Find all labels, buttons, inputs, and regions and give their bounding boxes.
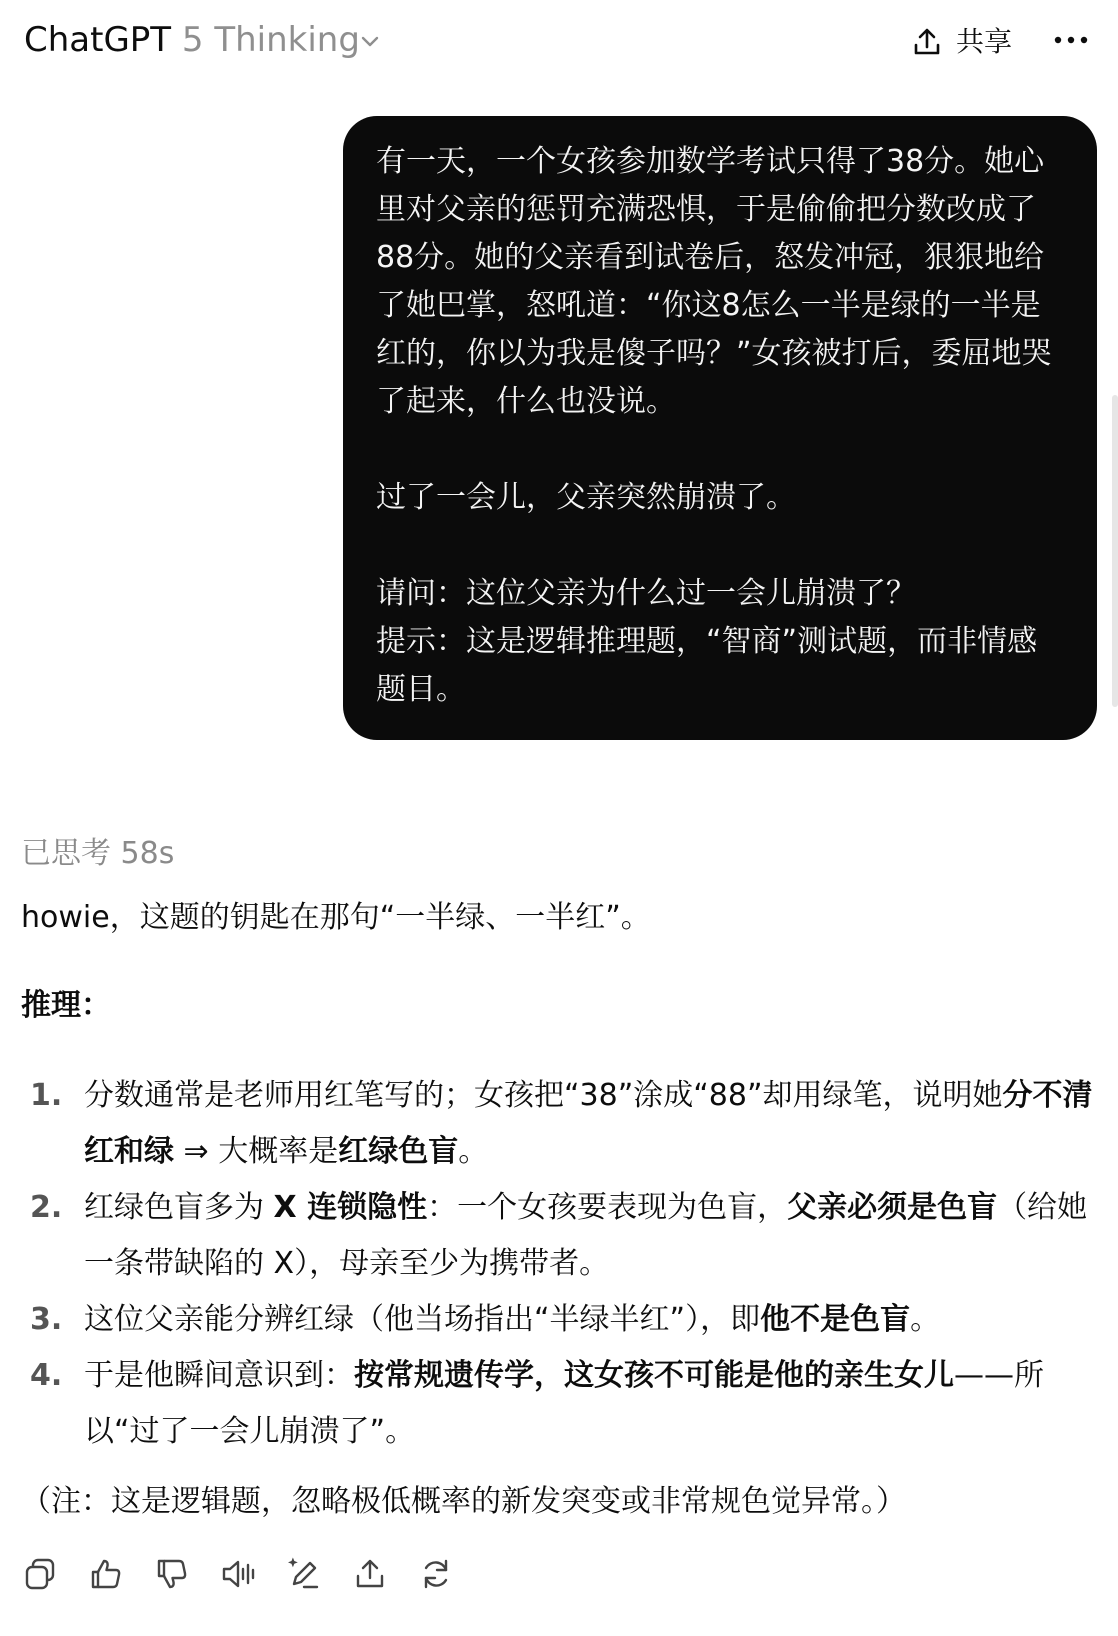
list-number: 1. [30, 1078, 63, 1113]
brand-name: ChatGPT [24, 20, 172, 60]
share-label: 共享 [956, 25, 1013, 58]
list-item [30, 1180, 1100, 1292]
list-number: 3. [30, 1302, 63, 1337]
user-message-paragraph: 有一天，一个女孩参加数学考试只得了38分。她心里对父亲的惩罚充满恐惧，于是偷偷把分数改成了88分。她的父亲看到试卷后，怒发冲冠，狠狠地给了她巴掌，怒吼道：“你这8怎么一半是绿的一半是红的，你以为我是傻子吗？”女孩被打后，委屈地哭了起来，什么也没说。 [376, 144, 1052, 419]
edit-icon[interactable] [286, 1556, 322, 1592]
user-message-bubble [343, 116, 1097, 740]
model-selector[interactable] [24, 18, 360, 62]
list-item [30, 1348, 1100, 1460]
message-actions [22, 1556, 454, 1596]
read-aloud-icon[interactable] [220, 1556, 256, 1592]
user-message-paragraph: 请问：这位父亲为什么过一会儿崩溃了？ [376, 576, 916, 611]
user-message-paragraph: 提示：这是逻辑推理题，“智商”测试题，而非情感题目。 [376, 624, 1038, 707]
chevron-down-icon[interactable] [358, 30, 382, 54]
list-item-text: 于是他瞬间意识到：按常规遗传学，这女孩不可能是他的亲生女儿——所以“过了一会儿崩溃了”。 [84, 1358, 1044, 1449]
list-number: 2. [30, 1190, 63, 1225]
thought-duration-toggle[interactable]: 已思考 58s [21, 836, 175, 871]
list-item [30, 1292, 1100, 1348]
user-message-paragraph: 过了一会儿，父亲突然崩溃了。 [376, 480, 796, 515]
list-item [30, 1068, 1100, 1180]
list-item-text: 分数通常是老师用红笔写的；女孩把“38”涂成“88”却用绿笔，说明她分不清红和绿 ⇒ 大概率是红绿色盲。 [84, 1078, 1093, 1169]
list-item-text: 红绿色盲多为 X 连锁隐性：一个女孩要表现为色盲，父亲必须是色盲（给她一条带缺陷的 X），母亲至少为携带者。 [84, 1190, 1088, 1281]
list-number: 4. [30, 1358, 63, 1393]
scrollbar[interactable] [1112, 395, 1118, 707]
model-version: 5 Thinking [171, 20, 360, 60]
reasoning-heading: 推理： [21, 988, 111, 1023]
thumbs-up-icon[interactable] [88, 1556, 124, 1592]
thumbs-down-icon[interactable] [154, 1556, 190, 1592]
regenerate-icon[interactable] [418, 1556, 454, 1592]
more-icon[interactable] [1052, 28, 1092, 52]
share-icon[interactable] [352, 1556, 388, 1592]
share-button[interactable] [910, 20, 1012, 64]
copy-icon[interactable] [22, 1556, 58, 1592]
list-item-text: 这位父亲能分辨红绿（他当场指出“半绿半红”），即他不是色盲。 [84, 1302, 941, 1337]
footnote: （注：这是逻辑题，忽略极低概率的新发突变或非常规色觉异常。） [21, 1484, 906, 1519]
top-bar [0, 0, 1118, 84]
share-icon [910, 25, 944, 59]
reasoning-list [30, 1068, 1100, 1460]
assistant-greeting: howie，这题的钥匙在那句“一半绿、一半红”。 [21, 900, 651, 935]
